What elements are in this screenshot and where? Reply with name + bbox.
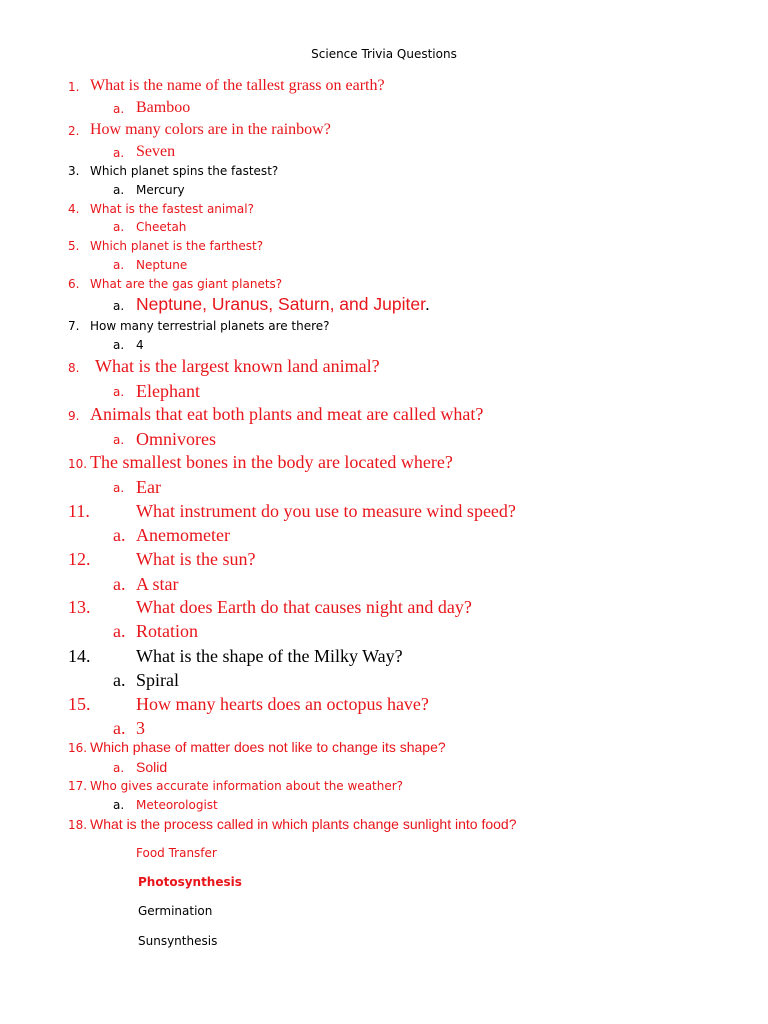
question-number: 7.	[68, 319, 80, 333]
answer-text: Neptune	[136, 258, 188, 272]
choice-item: Sunsynthesis	[138, 934, 218, 948]
answer-text: Ear	[136, 477, 161, 497]
answer-letter: a.	[113, 621, 126, 641]
question-number: 3.	[68, 164, 80, 178]
question-text: How many terrestrial planets are there?	[90, 319, 330, 333]
question-number: 17.	[68, 779, 88, 793]
question-text: What is the largest known land animal?	[95, 356, 380, 376]
answer-text: 4	[136, 338, 144, 352]
answer-letter: a.	[113, 670, 126, 690]
answer-text: Elephant	[136, 381, 200, 401]
answer-letter: a.	[113, 220, 125, 234]
question-text: The smallest bones in the body are located where?	[90, 452, 453, 472]
answer-letter: a.	[113, 761, 125, 775]
question-text: What is the name of the tallest grass on earth?	[90, 77, 385, 94]
answer-letter: a.	[113, 798, 125, 812]
answer-text: Meteorologist	[136, 798, 218, 812]
answer-letter: a.	[113, 433, 125, 447]
question-number: 6.	[68, 277, 80, 291]
question-text: What is the shape of the Milky Way?	[136, 646, 403, 666]
answer-text: A star	[136, 574, 179, 594]
answer-text: Bamboo	[136, 99, 191, 116]
answer-text: Omnivores	[136, 429, 216, 449]
choice-item: Food Transfer	[136, 846, 217, 860]
answer-letter: a.	[113, 183, 125, 197]
answer-letter: a.	[113, 338, 125, 352]
question-text: How many colors are in the rainbow?	[90, 121, 331, 138]
answer-text: Anemometer	[136, 525, 230, 545]
answer-letter: a.	[113, 258, 125, 272]
choice-item: Germination	[138, 904, 213, 918]
question-text: Which planet is the farthest?	[90, 239, 264, 253]
answer-text: Spiral	[136, 670, 179, 690]
answer-text: 3	[136, 718, 145, 738]
question-number: 1.	[68, 80, 80, 94]
answer-letter: a.	[113, 299, 125, 313]
question-number: 11.	[68, 501, 90, 521]
question-text: Which planet spins the fastest?	[90, 164, 279, 178]
answer-period: .	[424, 294, 430, 314]
answer-text: Rotation	[136, 621, 198, 641]
answer-letter: a.	[113, 574, 126, 594]
answer-letter: a.	[113, 525, 126, 545]
question-number: 5.	[68, 239, 80, 253]
answer-text: Solid	[136, 759, 168, 775]
question-text: What is the process called in which plants change sunlight into food?	[90, 816, 517, 832]
answer-text: Mercury	[136, 183, 185, 197]
answer-letter: a.	[113, 718, 126, 738]
question-number: 4.	[68, 202, 80, 216]
question-text: What are the gas giant planets?	[90, 277, 283, 291]
question-number: 8.	[68, 361, 80, 375]
question-text: What is the sun?	[136, 549, 256, 569]
question-number: 9.	[68, 409, 80, 423]
question-number: 16.	[68, 741, 88, 755]
question-number: 15.	[68, 694, 91, 714]
answer-text: Cheetah	[136, 220, 187, 234]
answer-letter: a.	[113, 102, 125, 116]
question-text: Who gives accurate information about the weather?	[90, 779, 404, 793]
answer-text: Neptune, Uranus, Saturn, and Jupiter	[136, 294, 425, 314]
question-text: How many hearts does an octopus have?	[136, 694, 429, 714]
document-title: Science Trivia Questions	[311, 47, 457, 61]
question-text: What is the fastest animal?	[90, 202, 254, 216]
answer-row	[136, 296, 430, 314]
question-number: 12.	[68, 549, 91, 569]
answer-letter: a.	[113, 385, 125, 399]
question-text: Which phase of matter does not like to change its shape?	[90, 739, 446, 755]
answer-text: Seven	[136, 143, 176, 160]
question-text: What does Earth do that causes night and day?	[136, 597, 472, 617]
answer-letter: a.	[113, 481, 125, 495]
question-number: 13.	[68, 597, 91, 617]
question-text: Animals that eat both plants and meat are called what?	[90, 404, 484, 424]
question-number: 10.	[68, 457, 88, 471]
choice-item-correct: Photosynthesis	[138, 875, 242, 889]
question-text: What instrument do you use to measure wind speed?	[136, 501, 516, 521]
question-number: 18.	[68, 818, 88, 832]
question-number: 2.	[68, 124, 80, 138]
answer-letter: a.	[113, 146, 125, 160]
question-number: 14.	[68, 646, 91, 666]
